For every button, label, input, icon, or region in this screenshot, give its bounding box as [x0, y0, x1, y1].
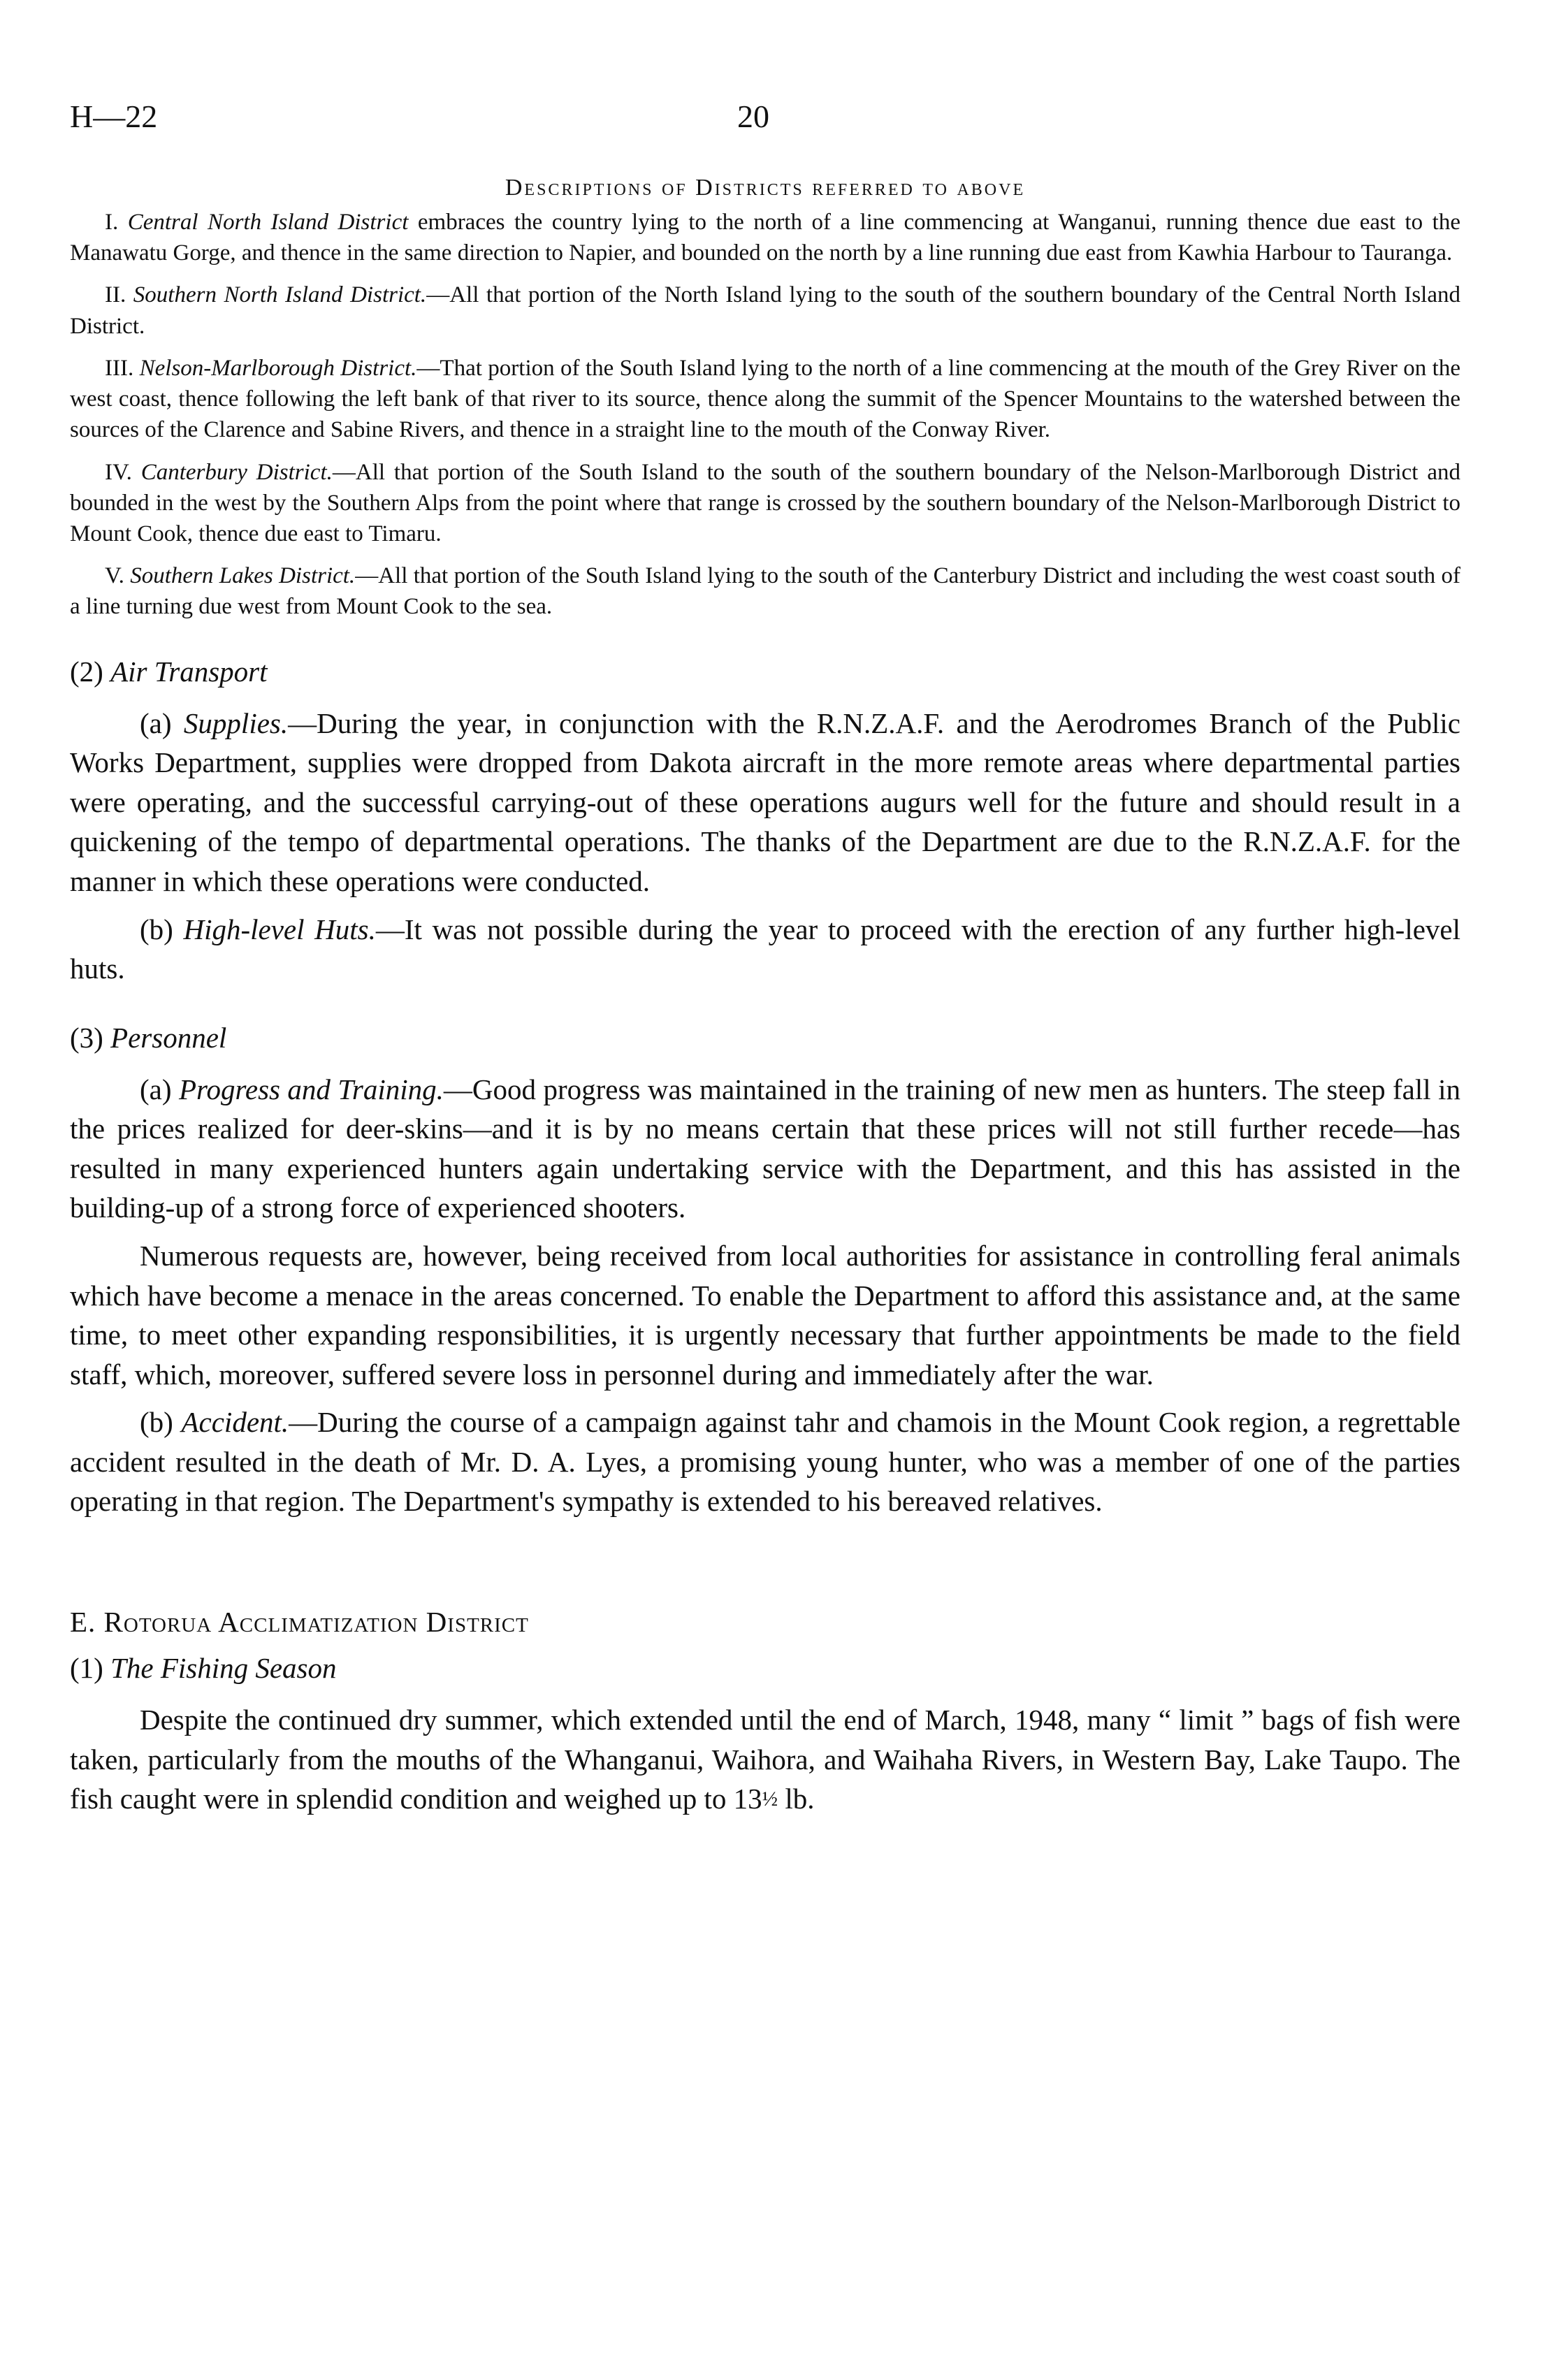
- training-paragraph: (a) Progress and Training.—Good progress was maintained in the training of new men as hunters. The steep fall in the prices realized for deer-skins—and it is by no means certain that these prices will not still further recede—has resulted in many experienced hunters again undertaking service with the Department, and this has assisted in the building-up of a strong force of experienced shooters.: [70, 1073, 1460, 1224]
- fishing-paragraph: Despite the continued dry summer, which extended until the end of March, 1948, many “ limit ” bags of fish were taken, particularly from the mouths of the Whanganui, Waihora, and Waihaha Rivers, in Western Bay, Lake Taupo. The fish caught were in splendid condition and weighed up to 13½ lb.: [70, 1704, 1460, 1815]
- district-item: III. Nelson-Marlborough District.—That portion of the South Island lying to the north of a line commencing at the mouth of the Grey River on the west coast, thence following the left bank of that river to its source, thence along the summit of the Spencer Mountains to the watershed between the sources of the Clarence and Sabine Rivers, and thence in a straight line to the mouth of the Conway River.: [70, 355, 1460, 443]
- page-number: 20: [737, 99, 769, 134]
- document-page: [70, 98, 1460, 1827]
- rotorua-heading: E. Rotorua Acclimatization District: [70, 1606, 529, 1639]
- district-item: I. Central North Island District embraces the country lying to the north of a line commencing at Wanganui, running thence due east to the Manawatu Gorge, and thence in the same direction to Napier, and bounded on the north by a line running due east from Kawhia Harbour to Tauranga.: [70, 210, 1460, 266]
- weight-fraction: ½: [762, 1787, 778, 1811]
- report-code: H—22: [70, 99, 158, 134]
- descriptions-heading: Descriptions of Districts referred to above: [505, 175, 1026, 201]
- district-item: V. Southern Lakes District.—All that portion of the South Island lying to the south of the Canterbury District and including the west coast south of a line turning due west from Mount Cook to the sea.: [70, 563, 1460, 620]
- air-transport-heading: (2) Air Transport: [70, 655, 268, 688]
- air-transport-section: [70, 704, 1460, 989]
- district-name: Central North Island District: [127, 210, 409, 235]
- district-item: II. Southern North Island District.—All that portion of the North Island lying to the south of the southern boundary of the Central North Island District.: [70, 282, 1460, 339]
- accident-paragraph: (b) Accident.—During the course of a campaign against tahr and chamois in the Mount Cook region, a regrettable accident resulted in the death of Mr. D. A. Lyes, a promising young hunter, who was a member of one of the parties operating in that region. The Department's sympathy is extended to his bereaved relatives.: [70, 1406, 1460, 1518]
- supplies-paragraph: (a) Supplies.—During the year, in conjunction with the R.N.Z.A.F. and the Aerodromes Branch of the Public Works Department, supplies were dropped from Dakota aircraft in the more remote areas where departmental parties were operating, and the successful carrying-out of these operations augurs well for the future and should result in a quickening of the tempo of departmental operations. The thanks of the Department are due to the R.N.Z.A.F. for the manner in which these operations were conducted.: [70, 706, 1460, 897]
- personnel-section: [70, 1070, 1460, 1521]
- fishing-season-heading: (1) The Fishing Season: [70, 1652, 337, 1685]
- district-name: Nelson-Marlborough District.: [139, 355, 417, 381]
- requests-paragraph: Numerous requests are, however, being received from local authorities for assistance in controlling feral animals which have become a menace in the areas concerned. To enable the Department to afford this assistance and, at the same time, to meet other expanding responsibilities, it is urgently necessary that further appointments be made to the field staff, which, moreover, suffered severe loss in personnel during and immediately after the war.: [70, 1239, 1460, 1391]
- district-name: Southern North Island District.: [133, 282, 427, 308]
- district-name: Southern Lakes District.: [130, 563, 356, 589]
- district-descriptions: [70, 207, 1460, 623]
- fishing-season-section: [70, 1700, 1460, 1819]
- district-name: Canterbury District.: [140, 459, 333, 485]
- personnel-heading: (3) Personnel: [70, 1021, 227, 1054]
- page-header: [70, 98, 1460, 154]
- huts-paragraph: (b) High-level Huts.—It was not possible during the year to proceed with the erection of any further high-level huts.: [70, 913, 1460, 985]
- district-item: IV. Canterbury District.—All that portion of the South Island to the south of the southern boundary of the Nelson-Marlborough District and bounded in the west by the Southern Alps from the point where that range is crossed by the southern boundary of the Nelson-Marlborough District to Mount Cook, thence due east to Timaru.: [70, 459, 1461, 546]
